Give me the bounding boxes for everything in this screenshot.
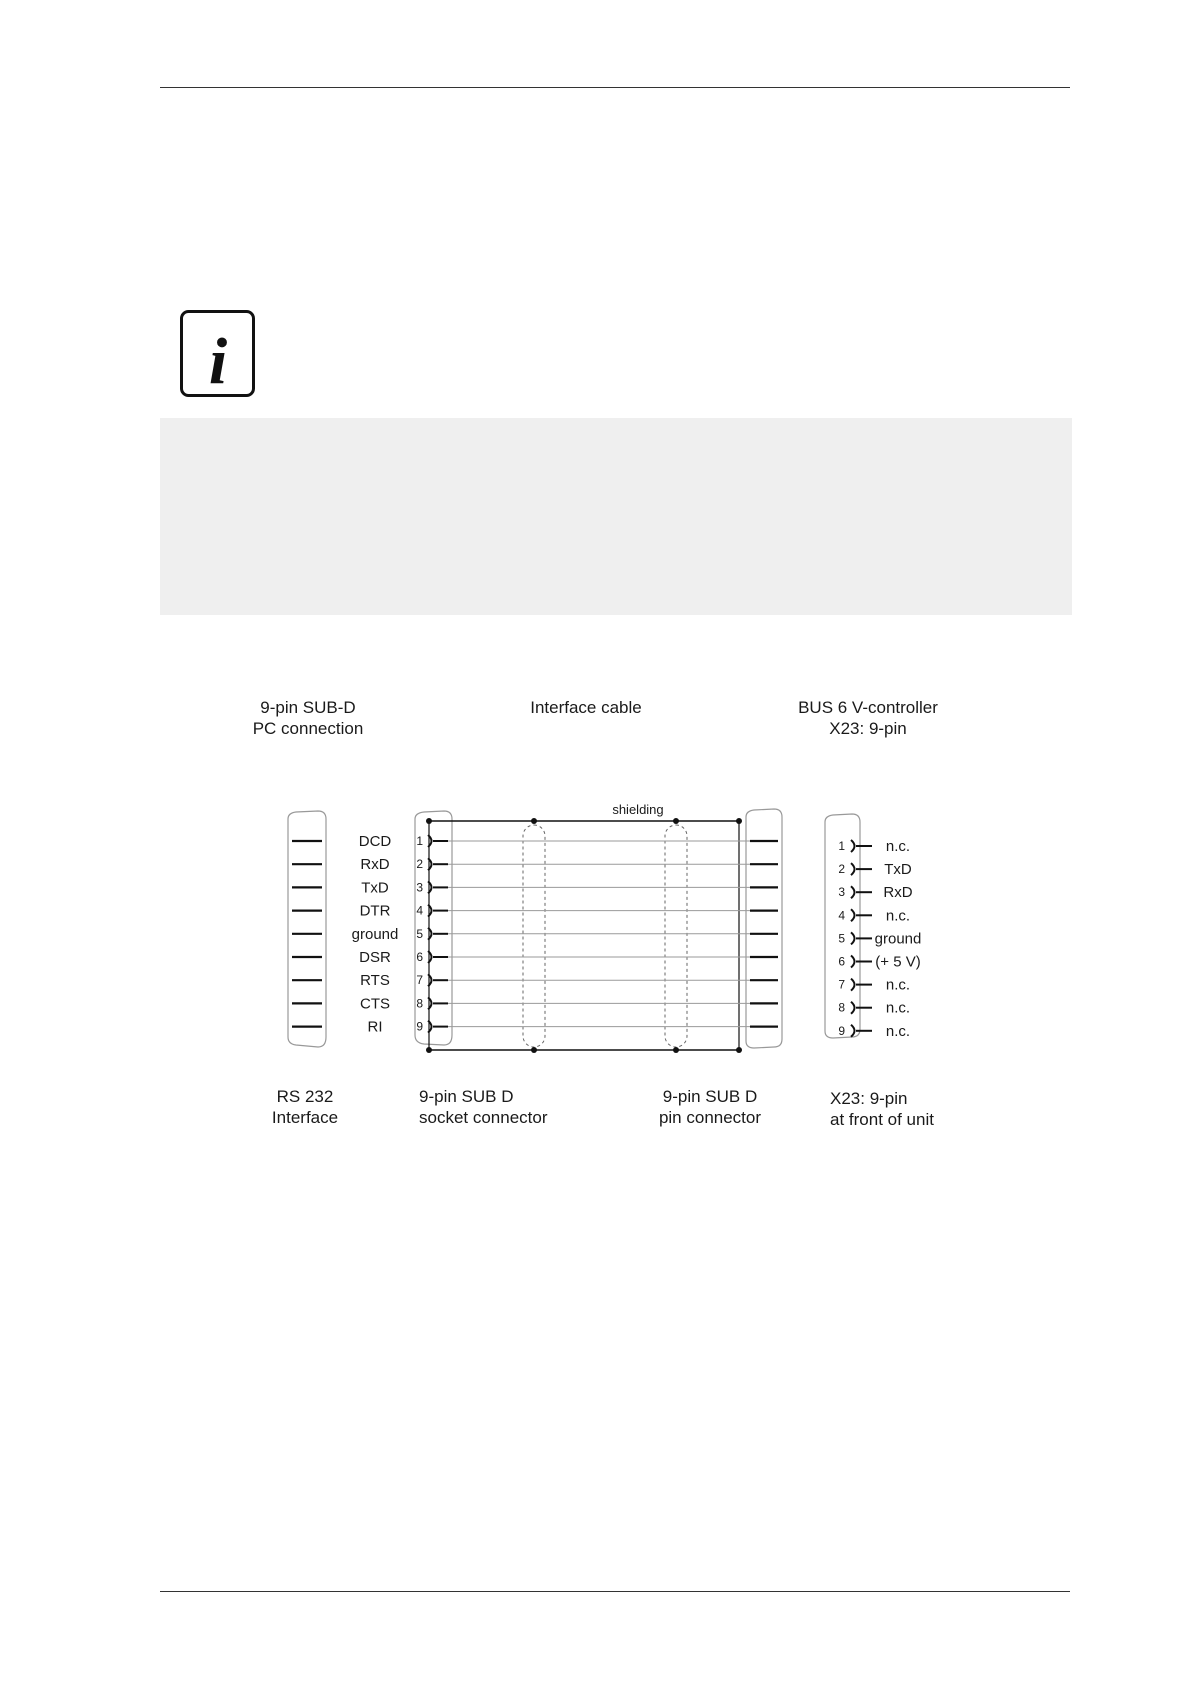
x23-pin-number: 7 xyxy=(838,977,845,992)
caption-pin-line1: 9-pin SUB D xyxy=(662,1087,758,1106)
x23-pin-number: 2 xyxy=(838,862,845,877)
x23-socket-symbol xyxy=(851,932,855,944)
x23-pin-number: 9 xyxy=(838,1023,845,1038)
note-panel xyxy=(160,418,1072,615)
caption-socket-line1: 9-pin SUB D xyxy=(419,1087,514,1106)
shield-loop-right xyxy=(665,825,687,1047)
socket-pin-number: 5 xyxy=(416,926,423,941)
pc-signal-label: RTS xyxy=(360,972,390,990)
heading-controller-line2: X23: 9-pin xyxy=(829,719,907,738)
socket-pin-number: 6 xyxy=(416,950,423,964)
x23-pin-number: 8 xyxy=(838,1000,845,1015)
x23-socket-symbol xyxy=(851,1025,855,1037)
header-rule xyxy=(160,87,1070,88)
heading-pc-line1: 9-pin SUB-D xyxy=(260,698,356,717)
pc-signal-label: RxD xyxy=(360,856,390,874)
x23-socket-symbol xyxy=(851,840,855,852)
x23-signal-label: n.c. xyxy=(885,999,911,1017)
heading-controller-line1: BUS 6 V-controller xyxy=(798,698,938,717)
x23-pin-number: 3 xyxy=(838,885,845,900)
pc-connector-outline xyxy=(288,811,326,1047)
caption-rs232-line1: RS 232 xyxy=(276,1087,334,1106)
svg-text:i: i xyxy=(208,325,228,398)
caption-rs232-line2: Interface xyxy=(271,1108,339,1127)
socket-pin-number: 2 xyxy=(416,857,423,872)
pc-signal-label: TxD xyxy=(361,879,389,897)
pc-signal-label: CTS xyxy=(360,995,390,1013)
caption-socket-line2: socket connector xyxy=(419,1108,548,1127)
shield-dot xyxy=(736,818,742,824)
shield-loop-left xyxy=(523,825,545,1047)
shielding-label: shielding xyxy=(612,802,664,817)
x23-signal-label: ground xyxy=(874,930,922,948)
x23-socket-symbol xyxy=(851,886,855,898)
shield-dot xyxy=(531,818,537,824)
x23-pin-number: 6 xyxy=(838,954,845,969)
x23-signal-label: TxD xyxy=(884,861,912,879)
pc-signal-label: DCD xyxy=(358,833,392,850)
heading-pc-line2: PC connection xyxy=(252,719,364,738)
shield-dot xyxy=(673,1047,679,1053)
caption-pin-line2: pin connector xyxy=(658,1108,762,1127)
pc-signal-label: RI xyxy=(367,1018,383,1036)
x23-pin-number: 5 xyxy=(838,931,845,946)
info-icon xyxy=(180,310,256,398)
x23-signal-label: (+ 5 V) xyxy=(875,953,921,971)
heading-cable: Interface cable xyxy=(530,698,642,717)
x23-signal-label: n.c. xyxy=(885,907,911,925)
x23-signal-label: n.c. xyxy=(885,976,911,994)
footer-rule xyxy=(160,1591,1070,1592)
x23-signal-label: n.c. xyxy=(885,838,911,855)
x23-signal-label: RxD xyxy=(883,884,913,902)
shield-dot xyxy=(736,1047,742,1053)
shield-dot xyxy=(531,1047,537,1053)
socket-pin-number: 3 xyxy=(416,880,423,895)
x23-pin-number: 4 xyxy=(838,908,845,923)
x23-pin-number: 1 xyxy=(838,839,845,853)
socket-pin-number: 7 xyxy=(416,973,423,988)
shield-dot xyxy=(426,818,432,824)
x23-signal-label: n.c. xyxy=(885,1022,911,1040)
x23-socket-symbol xyxy=(851,956,855,968)
pc-signal-label: DTR xyxy=(359,902,391,920)
pc-signal-label: DSR xyxy=(359,949,391,966)
socket-pin-number: 8 xyxy=(416,996,423,1011)
rs232-wiring-diagram xyxy=(240,695,1000,1145)
x23-socket-symbol xyxy=(851,979,855,991)
socket-pin-number: 1 xyxy=(416,834,423,848)
caption-x23-line2: at front of unit xyxy=(830,1110,934,1129)
socket-pin-number: 9 xyxy=(416,1019,423,1034)
pin-connector-outline xyxy=(746,809,782,1048)
pc-signal-label: ground xyxy=(351,925,399,943)
shield-dot xyxy=(673,818,679,824)
x23-socket-symbol xyxy=(851,863,855,875)
pin-rows xyxy=(292,833,921,1040)
x23-socket-symbol xyxy=(851,909,855,921)
x23-socket-symbol xyxy=(851,1002,855,1014)
caption-x23-line1: X23: 9-pin xyxy=(830,1089,908,1108)
socket-pin-number: 4 xyxy=(416,903,423,918)
shield-dot xyxy=(426,1047,432,1053)
